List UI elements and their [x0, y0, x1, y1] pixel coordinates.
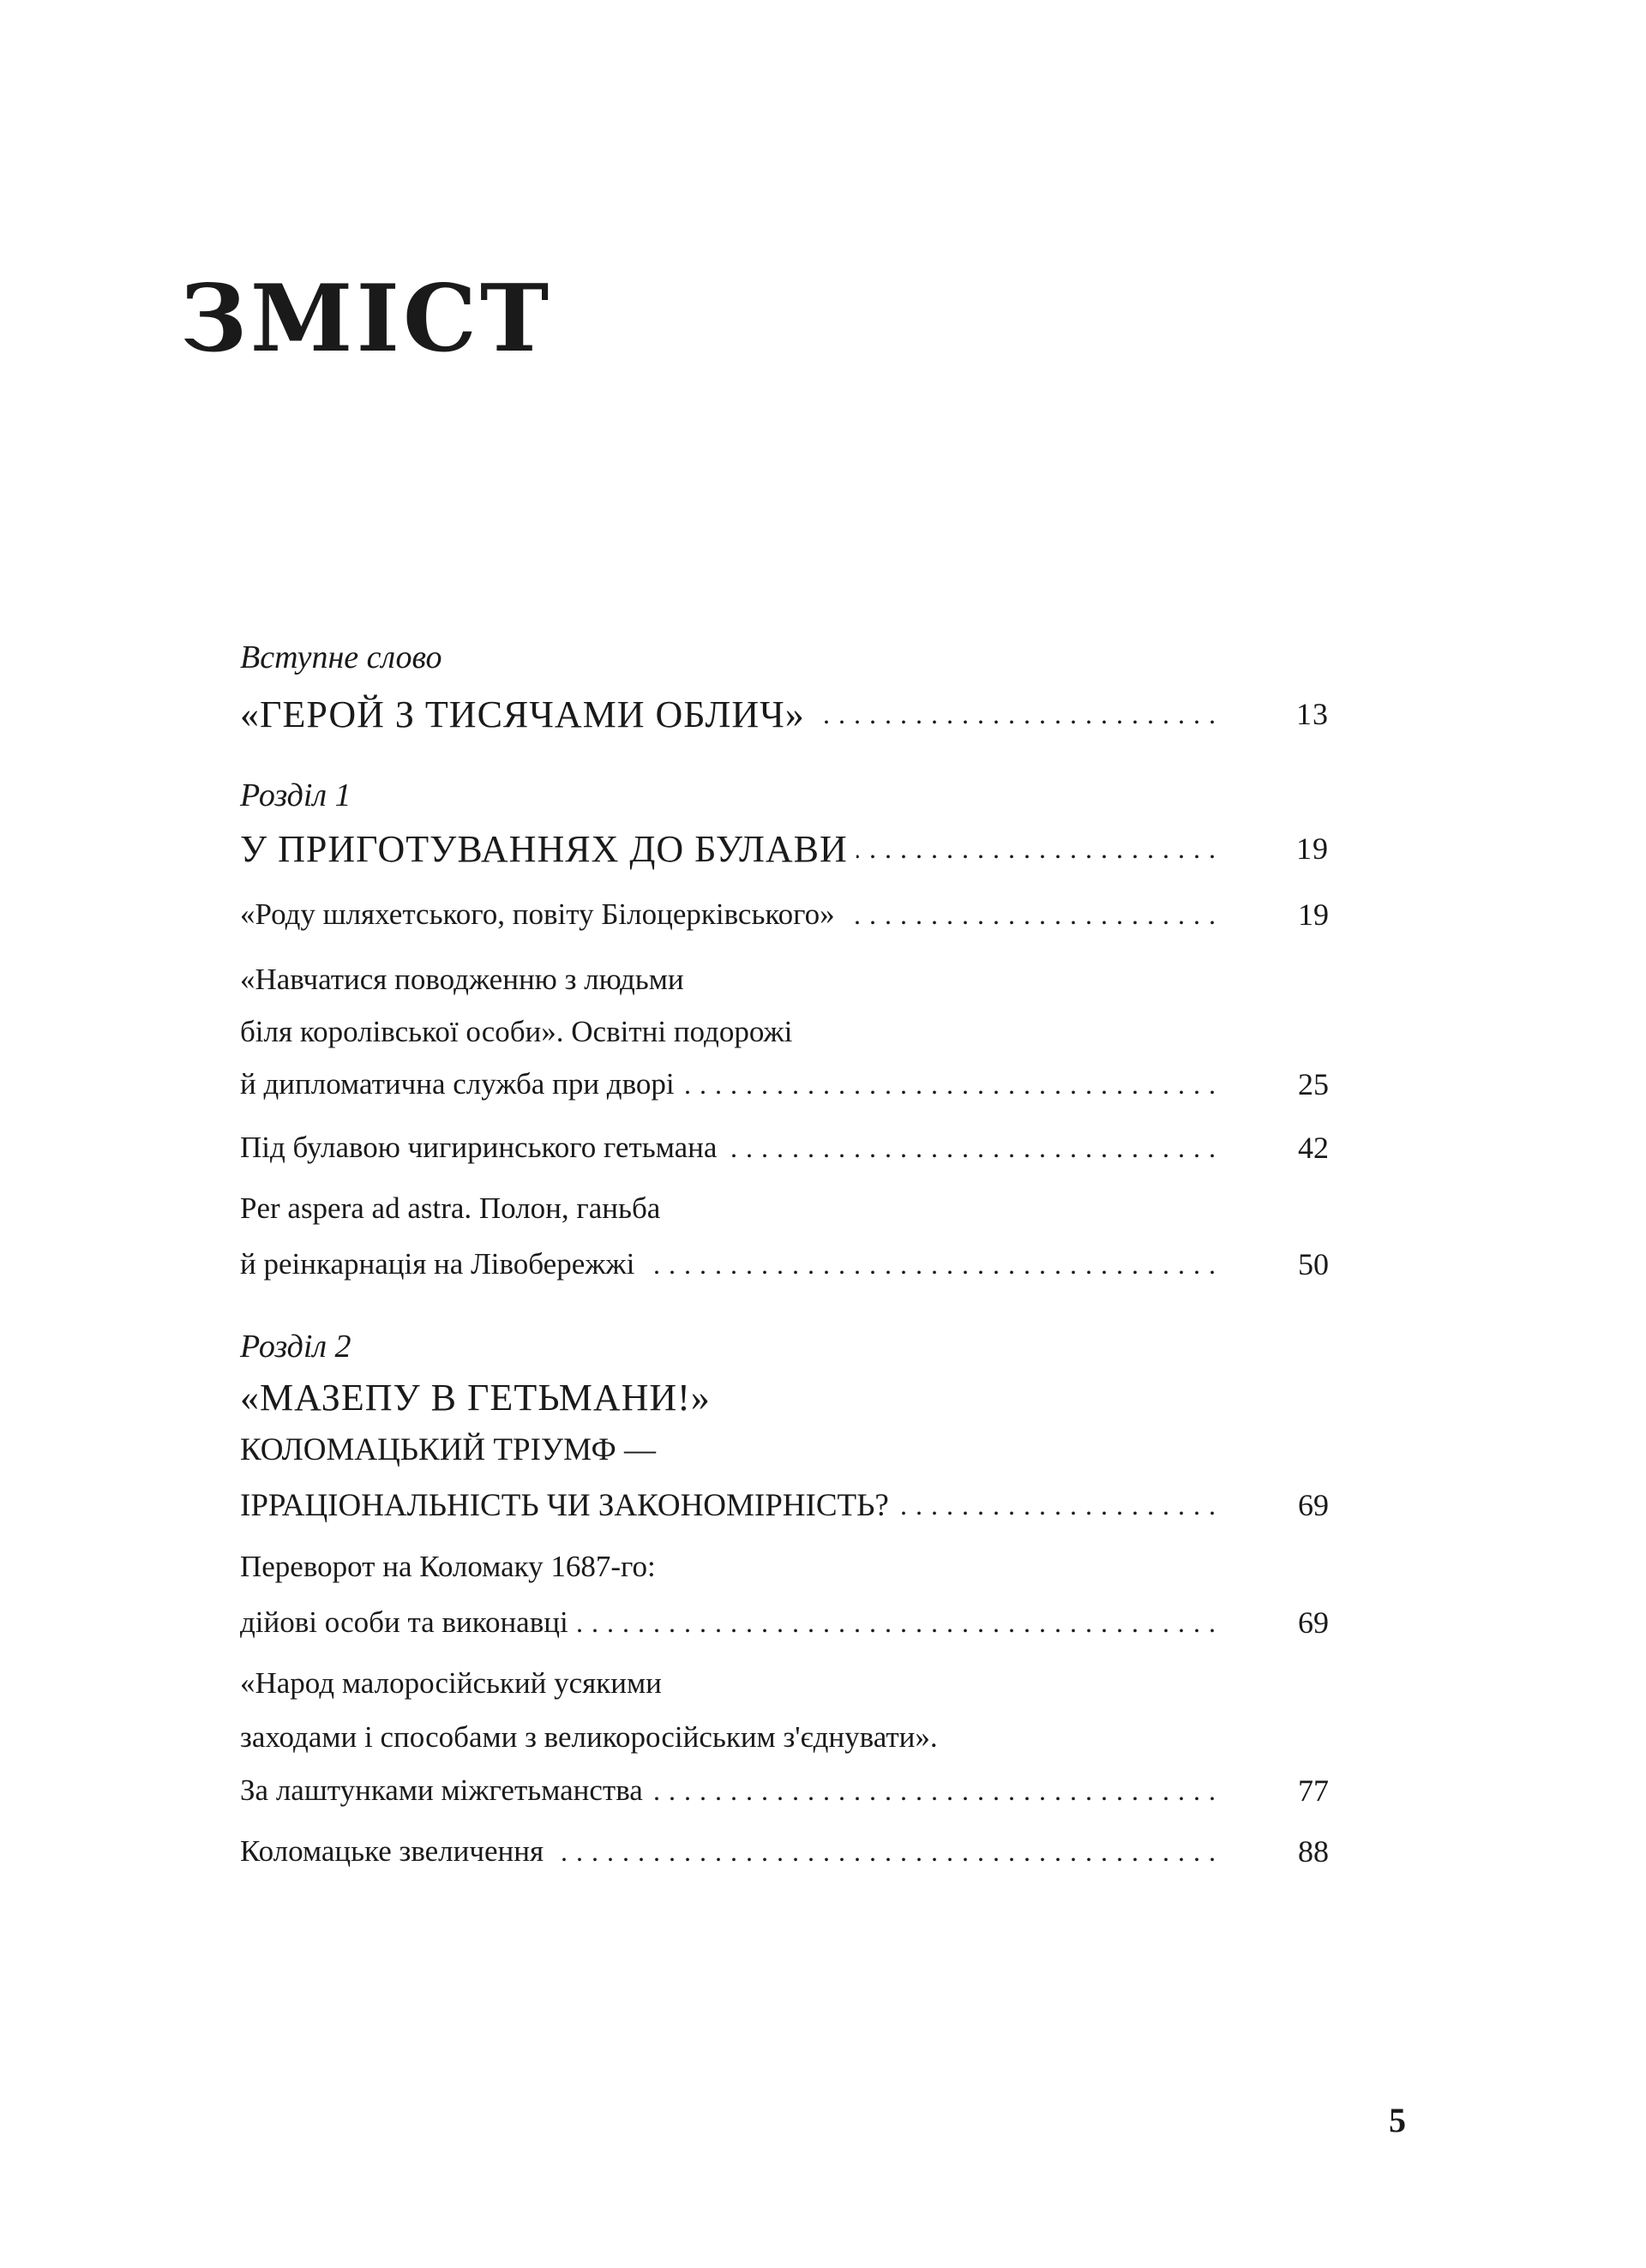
- page-ref: 50: [1298, 1247, 1329, 1281]
- entry-title: дійові особи та виконавці: [240, 1605, 568, 1639]
- entry-line: Переворот на Коломаку 1687-го:: [240, 1550, 656, 1583]
- toc-entry[interactable]: [240, 1060, 1329, 1108]
- page-ref: 42: [1298, 1131, 1329, 1165]
- page-ref: 19: [1298, 897, 1329, 932]
- entry-title: й реінкарнація на Лівобережжі: [240, 1247, 635, 1281]
- entry-title: Під булавою чигиринського гетьмана: [240, 1131, 718, 1164]
- chapter2-subheading: КОЛОМАЦЬКИЙ ТРІУМФ —: [240, 1431, 656, 1467]
- entry-title: Коломацьке звеличення: [240, 1834, 544, 1868]
- entry-line: «Навчатися поводженню з людьми: [240, 963, 684, 996]
- dot-leader: [643, 1251, 1216, 1277]
- page-ref: 77: [1298, 1773, 1329, 1808]
- dot-leader: [844, 902, 1216, 927]
- toc-entry[interactable]: [240, 1767, 1329, 1815]
- chapter2-label: Розділ 2: [240, 1329, 351, 1365]
- toc-entry[interactable]: [240, 1827, 1329, 1875]
- dot-leader: [552, 1839, 1216, 1864]
- toc-entry-intro[interactable]: [240, 690, 1329, 738]
- page-number: 5: [1389, 2101, 1406, 2139]
- toc-entry[interactable]: [240, 891, 1329, 939]
- page-ref: 88: [1298, 1834, 1329, 1869]
- entry-title: й дипломатична служба при дворі: [240, 1067, 675, 1101]
- entry-title: У ПРИГОТУВАННЯХ ДО БУЛАВИ: [240, 827, 848, 870]
- entry-line: Per aspera ad astra. Полон, ганьба: [240, 1191, 661, 1225]
- toc-entry-chapter2[interactable]: [240, 1481, 1329, 1529]
- page-ref: 19: [1296, 831, 1329, 866]
- toc-entry-chapter1[interactable]: [240, 825, 1329, 873]
- toc-entry[interactable]: [240, 1124, 1329, 1172]
- dot-leader: [856, 836, 1216, 861]
- chapter1-label: Розділ 1: [240, 777, 351, 813]
- toc-entry[interactable]: [240, 1599, 1329, 1647]
- dot-leader: [898, 1492, 1216, 1518]
- dot-leader: [814, 701, 1216, 727]
- dot-leader: [683, 1071, 1216, 1097]
- entry-line: біля королівської особи». Освітні подорожі: [240, 1015, 793, 1048]
- entry-title: «Роду шляхетського, повіту Білоцерківського»: [240, 897, 835, 931]
- page-ref: 69: [1298, 1488, 1329, 1522]
- intro-label: Вступне слово: [240, 639, 442, 675]
- entry-line: «Народ малоросійський усякими: [240, 1666, 662, 1700]
- dot-leader: [577, 1610, 1216, 1635]
- page-ref: 69: [1298, 1605, 1329, 1640]
- page-ref: 25: [1298, 1067, 1329, 1101]
- entry-title: ІРРАЦІОНАЛЬНІСТЬ ЧИ ЗАКОНОМІРНІСТЬ?: [240, 1487, 889, 1523]
- entry-title: «ГЕРОЙ З ТИСЯЧАМИ ОБЛИЧ»: [240, 693, 805, 735]
- page-title: ЗМІСТ: [180, 265, 553, 373]
- chapter2-heading: «МАЗЕПУ В ГЕТЬМАНИ!»: [240, 1376, 711, 1419]
- dot-leader: [725, 1135, 1216, 1161]
- toc-entry[interactable]: [240, 1240, 1329, 1288]
- entry-title: За лаштунками міжгетьманства: [240, 1773, 643, 1807]
- entry-line: заходами і способами з великоросійським з'єднувати».: [240, 1720, 938, 1754]
- dot-leader: [652, 1778, 1216, 1803]
- page-ref: 13: [1296, 697, 1329, 731]
